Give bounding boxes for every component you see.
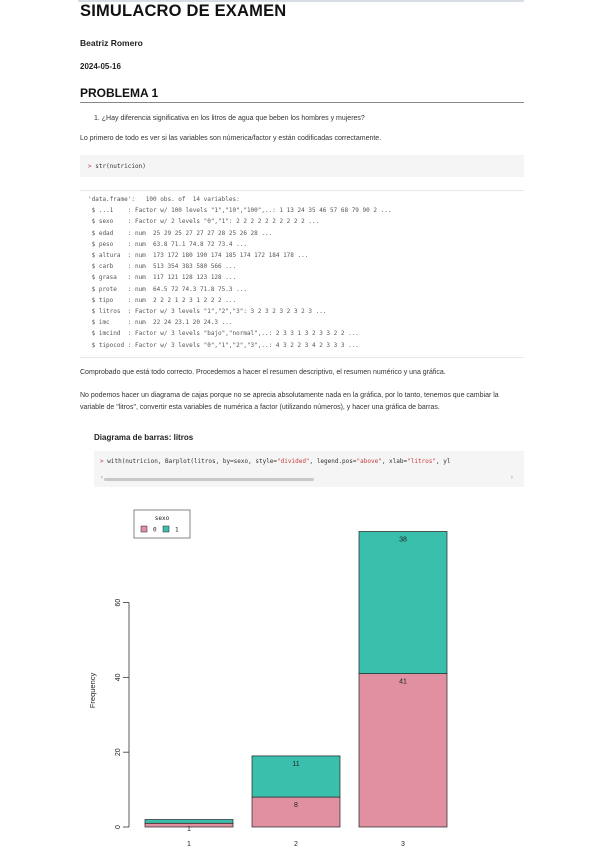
str-output-line: $ peso : num 63.8 71.1 74.8 72 73.4 ... — [88, 240, 247, 248]
document-date: 2024-05-16 — [80, 62, 121, 71]
code-text: , yl — [436, 458, 451, 465]
question-item: 1. ¿Hay diferencia significativa en los litros de agua que beben los hombres y mujeres? — [94, 115, 365, 122]
section-title: PROBLEMA 1 — [80, 86, 159, 100]
scrollbar-thumb[interactable] — [104, 478, 314, 481]
legend-swatch-1 — [163, 526, 169, 532]
intro-paragraph: Lo primero de todo es ver si las variables son númerica/factor y están codificadas correctamente. — [80, 135, 382, 142]
bar-value-label: 38 — [399, 536, 407, 544]
code-prompt: > — [88, 163, 92, 170]
y-tick-label: 40 — [114, 673, 122, 682]
bar-segment-1-sexo-1 — [145, 820, 233, 824]
paragraph-explanation: No podemos hacer un diagrama de cajas porque no se aprecia absolutamente nada en la gráfica, por lo tanto, tenemos que cambiar la variable de "litros", convertir esta variables de numérica a factor (utilizando números), y hacer una gráfica de barras. — [80, 392, 499, 411]
code-line — [88, 163, 146, 170]
bar-segment-3-sexo-1 — [359, 531, 447, 673]
section-divider — [80, 102, 524, 103]
str-output-line: $ altura : num 173 172 180 190 174 185 174 172 184 178 ... — [88, 252, 309, 259]
str-output-line: $ litros : Factor w/ 3 levels "1","2","3": 3 2 3 2 3 2 3 2 3 ... — [88, 308, 327, 315]
bar-value-label: 8 — [294, 802, 298, 810]
code-line-barplot — [100, 458, 450, 465]
code-block-barplot — [94, 451, 524, 487]
code-text: , xlab= — [381, 458, 408, 465]
subsection-title: Diagrama de barras: litros — [94, 433, 194, 442]
barplot-chart — [0, 500, 600, 848]
code-text: , legend.pos= — [309, 458, 357, 465]
code-string: "above" — [356, 458, 382, 465]
bar-value-label: 1 — [187, 826, 191, 833]
y-tick-label: 20 — [114, 748, 122, 757]
str-output-block — [80, 190, 524, 358]
scroll-right-icon[interactable]: › — [510, 474, 514, 481]
horizontal-scrollbar[interactable] — [100, 474, 514, 482]
str-output-line: $ grasa : num 117 121 128 123 128 ... — [88, 274, 237, 282]
str-output-line: $ edad : num 25 29 25 27 27 27 28 25 26 28 ... — [88, 229, 273, 237]
y-axis-label: Frequency — [88, 672, 97, 709]
scroll-left-icon[interactable]: ‹ — [100, 474, 104, 481]
code-string: "litros" — [407, 458, 437, 465]
str-output-line: $ tipocod : Factor w/ 3 levels "0","1","2","3",..: 4 3 2 2 3 4 2 3 3 3 ... — [88, 341, 359, 349]
str-output-line: $ tipo : num 2 2 2 1 2 3 1 2 2 2 ... — [88, 296, 237, 304]
bar-value-label: 11 — [292, 760, 300, 768]
str-output-line: 'data.frame': 100 obs. of 14 variables: — [88, 196, 240, 203]
code-string: "divided" — [277, 458, 310, 465]
code-prompt: > — [100, 458, 104, 465]
legend-title: sexo — [154, 515, 170, 522]
code-text: with(nutricion, Barplot(litros, by=sexo, style= — [107, 458, 278, 465]
bar-value-label: 41 — [399, 678, 407, 686]
str-output-line: $ imcind : Factor w/ 3 levels "bajo","normal",..: 2 3 3 1 3 2 3 3 2 2 ... — [88, 330, 359, 338]
str-output-line: $ prote : num 64.5 72 74.3 71.8 75.3 ... — [88, 285, 247, 293]
str-output-line: $ ...1 : Factor w/ 100 levels "1","10","100",..: 1 13 24 35 46 57 68 79 90 2 ... — [88, 207, 392, 215]
str-output-line: $ imc : num 22 24 23.1 20 24.3 ... — [88, 319, 233, 327]
str-output-line: $ sexo : Factor w/ 2 levels "0","1": 2 2 2 2 2 2 2 2 2 2 ... — [88, 218, 320, 226]
x-tick-label: 3 — [401, 841, 405, 848]
code-block-str — [80, 155, 524, 177]
x-tick-label: 1 — [187, 841, 191, 848]
paragraph-checked: Comprobado que está todo correcto. Procedemos a hacer el resumen descriptivo, el resumen numérico y una gráfica. — [80, 369, 446, 376]
bar-segment-3-sexo-0 — [359, 674, 447, 827]
x-tick-label: 2 — [294, 841, 298, 848]
document-title: SIMULACRO DE EXAMEN — [80, 2, 287, 20]
author-name: Beatriz Romero — [80, 38, 143, 48]
code-command: str(nutricion) — [95, 163, 146, 170]
y-tick-label: 60 — [114, 598, 122, 607]
y-tick-label: 0 — [114, 825, 122, 829]
legend-swatch-0 — [141, 526, 147, 532]
str-output-line: $ carb : num 513 354 383 580 566 ... — [88, 263, 237, 271]
legend-label-0: 0 — [153, 526, 157, 534]
legend-label-1: 1 — [175, 526, 179, 534]
